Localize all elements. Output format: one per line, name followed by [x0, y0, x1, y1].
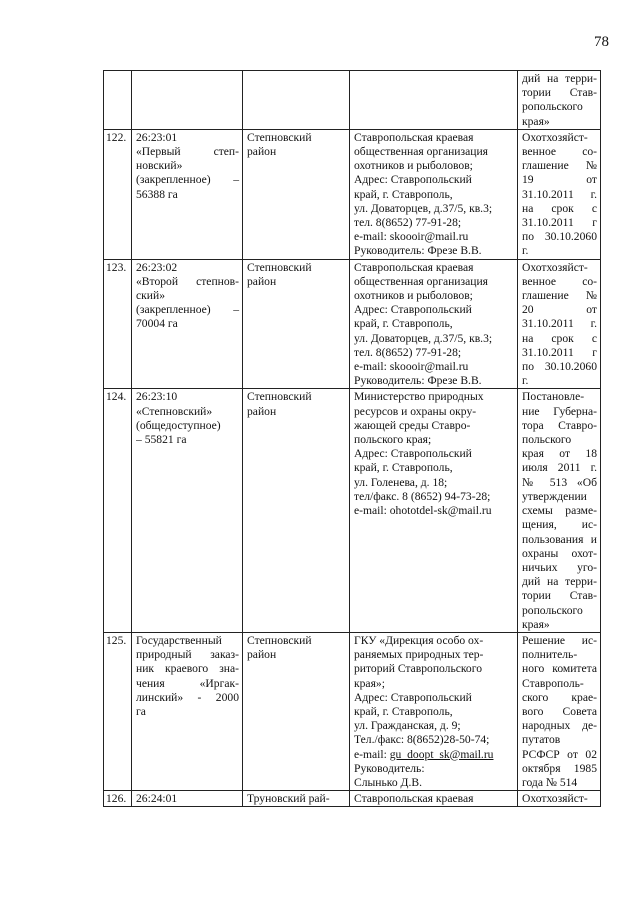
cell-line: г.	[522, 244, 529, 258]
cell-line: № 513 «Об	[522, 475, 597, 489]
cell-line: район	[247, 274, 277, 288]
cell-line: утверждении	[522, 489, 587, 503]
cell-line: по 30.10.2060	[522, 360, 597, 374]
cell-line: на срок с	[522, 331, 597, 345]
cell-line: охраны охот-	[522, 546, 597, 560]
row-number-cell: 126.	[104, 791, 132, 807]
cell-line: Адрес: Ставропольский	[354, 447, 472, 461]
cell-line: Степновский	[247, 130, 312, 144]
row-number-cell	[104, 71, 132, 130]
cell-line: риторий Ставропольского	[354, 662, 482, 676]
cell-line: e-mail: ohototdel-sk@mail.ru	[354, 504, 492, 518]
organization-cell	[350, 791, 518, 807]
cell-line: октября 1985	[522, 761, 597, 775]
cell-line: Труновский рай-	[247, 792, 330, 806]
table-row	[104, 791, 601, 807]
cell-line: Степновский	[247, 633, 312, 647]
cell-line: Ставрополь-	[522, 676, 584, 690]
cell-line: охотников и рыболовов;	[354, 289, 473, 303]
cell-line: край, г. Ставрополь,	[354, 461, 453, 475]
cell-line: Охотхозяйст-	[522, 792, 588, 806]
cell-line: раняемых природных тер-	[354, 648, 484, 662]
cell-line: Министерство природных	[354, 390, 484, 404]
cell-line: «Второй степнов-	[136, 274, 239, 288]
cell-line: e-mail: gu_doopt_sk@mail.ru	[354, 747, 494, 761]
cell-line: Тел./факс: 8(8652)28-50-74;	[354, 733, 490, 747]
cell-line: ул. Гражданская, д. 9;	[354, 719, 461, 733]
cell-line: общественная организация	[354, 274, 488, 288]
cell-line: дий на терри-	[522, 575, 597, 589]
cell-line: «Степновский»	[136, 404, 213, 418]
cell-line: тел. 8(8652) 77-91-28;	[354, 216, 462, 230]
cell-line: Охотхозяйст-	[522, 260, 588, 274]
cell-line: край, г. Ставрополь,	[354, 317, 453, 331]
hunting-grounds-table	[103, 70, 601, 807]
cell-line: ул. Доваторцев, д.37/5, кв.3;	[354, 331, 493, 345]
cell-line: 31.10.2011 г	[522, 345, 597, 359]
cell-line: щения, ис-	[522, 518, 597, 532]
cell-line: края от 18	[522, 447, 597, 461]
ground-name-cell	[132, 791, 243, 807]
cell-line: Адрес: Ставропольский	[354, 173, 472, 187]
cell-line: края»;	[354, 676, 385, 690]
basis-cell	[518, 259, 601, 389]
cell-line: тел/факс. 8 (8652) 94-73-28;	[354, 489, 491, 503]
cell-line: г.	[522, 374, 529, 388]
cell-line: ник краевого зна-	[136, 662, 239, 676]
cell-line: польского края;	[354, 433, 432, 447]
row-number-cell: 125.	[104, 632, 132, 790]
ground-name-cell	[132, 71, 243, 130]
table-row	[104, 129, 601, 259]
cell-line: 31.10.2011 г.	[522, 187, 597, 201]
cell-line: 20 от	[522, 303, 597, 317]
ground-name-cell	[132, 632, 243, 790]
basis-cell	[518, 71, 601, 130]
cell-line: район	[247, 404, 277, 418]
cell-line: Решение ис-	[522, 633, 597, 647]
cell-line: ние Губерна-	[522, 404, 597, 418]
cell-line: по 30.10.2060	[522, 230, 597, 244]
page-number: 78	[594, 34, 609, 50]
cell-line: 56388 га	[136, 187, 178, 201]
cell-line: польского	[522, 433, 572, 447]
cell-line: Ставропольская краевая	[354, 260, 474, 274]
cell-line: тории Став-	[522, 86, 597, 100]
cell-line: Ставропольская краевая	[354, 792, 474, 806]
row-number-cell: 124.	[104, 389, 132, 632]
cell-line: ский»	[136, 289, 165, 303]
basis-cell	[518, 129, 601, 259]
cell-line: Государственный	[136, 633, 222, 647]
cell-line: 26:24:01	[136, 792, 178, 806]
cell-line: e-mail: skoooir@mail.ru	[354, 360, 469, 374]
cell-line: полнитель-	[522, 648, 578, 662]
cell-line: глашение №	[522, 289, 597, 303]
cell-line: Руководитель:	[354, 761, 425, 775]
cell-line: тел. 8(8652) 77-91-28;	[354, 345, 462, 359]
cell-line: 70004 га	[136, 317, 178, 331]
cell-line: Ставропольская краевая	[354, 130, 474, 144]
cell-line: схемы разме-	[522, 504, 597, 518]
cell-line: 26:23:01	[136, 130, 178, 144]
cell-line: природный заказ-	[136, 648, 239, 662]
cell-line: народных де-	[522, 719, 597, 733]
organization-cell	[350, 632, 518, 790]
cell-line: ул. Голенева, д. 18;	[354, 475, 448, 489]
cell-line: года № 514	[522, 775, 578, 789]
cell-line: ского крае-	[522, 690, 597, 704]
cell-line: венное со-	[522, 274, 597, 288]
cell-line: тории Став-	[522, 589, 597, 603]
cell-line: район	[247, 145, 277, 159]
ground-name-cell	[132, 389, 243, 632]
row-number-cell: 122.	[104, 129, 132, 259]
organization-cell	[350, 259, 518, 389]
basis-cell	[518, 791, 601, 807]
cell-line: Адрес: Ставропольский	[354, 690, 472, 704]
cell-line: (общедоступное)	[136, 418, 221, 432]
table-row	[104, 632, 601, 790]
cell-line: общественная организация	[354, 145, 488, 159]
cell-line: края»	[522, 114, 550, 128]
cell-line: Руководитель: Фрезе В.В.	[354, 244, 482, 258]
cell-line: Постановле-	[522, 390, 585, 404]
district-cell	[243, 71, 350, 130]
table-row	[104, 389, 601, 632]
cell-line: РСФСР от 02	[522, 747, 597, 761]
cell-line: ресурсов и охраны окру-	[354, 404, 477, 418]
table-row	[104, 71, 601, 130]
cell-line: 26:23:02	[136, 260, 178, 274]
cell-line: Охотхозяйст-	[522, 130, 588, 144]
cell-line: Степновский	[247, 390, 312, 404]
organization-cell	[350, 129, 518, 259]
cell-line: e-mail: skoooir@mail.ru	[354, 230, 469, 244]
district-cell	[243, 259, 350, 389]
cell-line: охотников и рыболовов;	[354, 159, 473, 173]
table-row	[104, 259, 601, 389]
cell-line: дий на терри-	[522, 72, 597, 85]
cell-line: пользования и	[522, 532, 597, 546]
cell-line: га	[136, 704, 146, 718]
cell-line: июля 2011 г.	[522, 461, 597, 475]
cell-line: (закрепленное) –	[136, 173, 239, 187]
cell-line: чения «Иргак-	[136, 676, 239, 690]
ground-name-cell	[132, 259, 243, 389]
district-cell	[243, 632, 350, 790]
cell-line: венное со-	[522, 145, 597, 159]
cell-line: тора Ставро-	[522, 418, 597, 432]
cell-line: вого Совета	[522, 704, 597, 718]
district-cell	[243, 129, 350, 259]
cell-line: 19 от	[522, 173, 597, 187]
cell-line: край, г. Ставрополь,	[354, 704, 453, 718]
cell-line: края»	[522, 617, 550, 631]
cell-line: жающей среды Ставро-	[354, 418, 471, 432]
cell-line: 31.10.2011 г	[522, 216, 597, 230]
cell-line: 26:23:10	[136, 390, 178, 404]
cell-line: путатов	[522, 733, 561, 747]
cell-line: глашение №	[522, 159, 597, 173]
cell-line: линский» - 2000	[136, 690, 239, 704]
cell-line: Руководитель: Фрезе В.В.	[354, 374, 482, 388]
cell-line: ничьих уго-	[522, 560, 597, 574]
ground-name-cell	[132, 129, 243, 259]
cell-line: ного комитета	[522, 662, 597, 676]
basis-cell	[518, 389, 601, 632]
cell-line: район	[247, 648, 277, 662]
cell-line: ропольского	[522, 100, 583, 114]
district-cell	[243, 791, 350, 807]
organization-cell	[350, 71, 518, 130]
cell-line: – 55821 га	[136, 433, 187, 447]
row-number-cell: 123.	[104, 259, 132, 389]
cell-line: край, г. Ставрополь,	[354, 187, 453, 201]
cell-line: Степновский	[247, 260, 312, 274]
cell-line: на срок с	[522, 201, 597, 215]
cell-line: (закрепленное) –	[136, 303, 239, 317]
district-cell	[243, 389, 350, 632]
cell-line: «Первый степ-	[136, 145, 239, 159]
basis-cell	[518, 632, 601, 790]
organization-cell	[350, 389, 518, 632]
cell-line: новский»	[136, 159, 183, 173]
cell-line: ГКУ «Дирекция особо ох-	[354, 633, 484, 647]
cell-line: 31.10.2011 г.	[522, 317, 597, 331]
cell-line: Адрес: Ставропольский	[354, 303, 472, 317]
cell-line: ул. Доваторцев, д.37/5, кв.3;	[354, 201, 493, 215]
cell-line: ропольского	[522, 603, 583, 617]
cell-line: Слынько Д.В.	[354, 775, 422, 789]
